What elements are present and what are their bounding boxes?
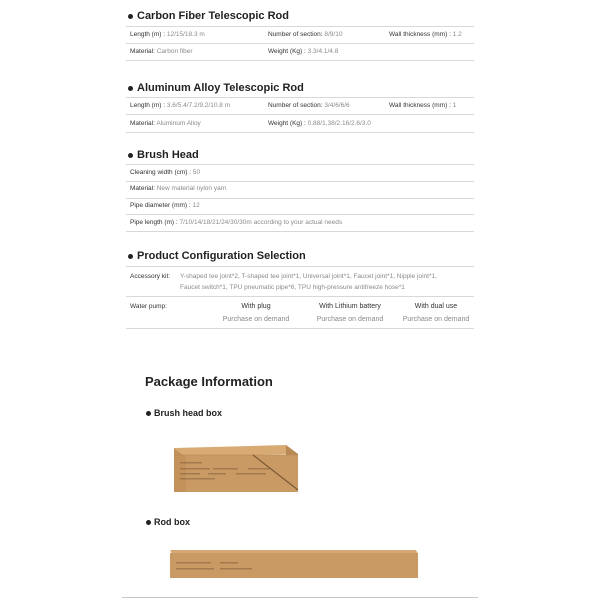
pump-option-note: Purchase on demand [316,316,384,323]
carbon-section-title: Carbon Fiber Telescopic Rod [128,10,289,22]
divider [126,132,474,133]
rod-box-title: Rod box [146,517,190,527]
brush-section-title: Brush Head [128,149,199,161]
aluminum-sections: Number of section: 3/4/6/6/6 [268,102,350,109]
aluminum-length: Length (m) : 3.6/5.4/7.2/9.2/10.8 m [130,102,231,109]
divider [126,214,474,215]
bullet-icon [146,411,151,416]
aluminum-section-title: Aluminum Alloy Telescopic Rod [128,82,304,94]
bullet-icon [128,254,133,259]
water-pump-label: Water pump: [130,303,167,310]
config-section-title: Product Configuration Selection [128,250,306,262]
divider [126,26,474,27]
pump-option-name: With dual use [414,303,458,310]
brush-box-title: Brush head box [146,408,222,418]
bullet-icon [146,520,151,525]
brush-pipe-length: Pipe length (m) : 7/10/14/18/21/24/30/30m according to your actual needs [130,219,343,226]
carbon-length: Length (m) : 12/15/18.3 m [130,31,205,38]
brush-material: Material: New material nylon yarn [130,185,227,192]
brush-head-box-image [168,440,308,496]
brush-diameter: Pipe diameter (mm) : 12 [130,202,200,209]
carbon-weight: Weight (Kg) : 3.3/4.1/4.8 [268,48,339,55]
divider [126,164,474,165]
package-title: Package Information [145,374,273,389]
divider [126,114,474,115]
pump-option-note: Purchase on demand [402,316,470,323]
rod-box-image [168,546,420,580]
divider [126,296,474,297]
carbon-material: Material: Carbon fiber [130,48,193,55]
bottom-divider [122,597,478,598]
accessory-kit-line-2: Faucet switch*1, TPU pneumatic pipe*6, TPU high-pressure antifreeze hose*1 [180,284,405,291]
accessory-kit-line-1: Y-shaped tee joint*2, T-shaped tee joint*1, Universal joint*1, Faucet joint*1, Nipple joint*1, [180,273,437,280]
divider [126,198,474,199]
aluminum-wall: Wall thickness (mm) : 1 [389,102,457,109]
pump-option-name: With Lithium battery [319,303,381,310]
pump-option-name: With plug [241,303,271,310]
carbon-sections: Number of section: 8/9/10 [268,31,343,38]
bullet-icon [128,153,133,158]
divider [126,181,474,182]
bullet-icon [128,14,133,19]
divider [126,43,474,44]
aluminum-material: Material: Aluminum Alloy [130,120,201,127]
divider [126,97,474,98]
brush-width: Cleaning width (cm) : 50 [130,169,201,176]
divider [126,60,474,61]
pump-option-note: Purchase on demand [222,316,290,323]
divider [126,231,474,232]
accessory-kit-label: Accessory kit: [130,273,171,280]
divider [126,328,474,329]
aluminum-weight: Weight (Kg) : 0.88/1.38/2.16/2.6/3.0 [268,120,371,127]
divider [126,266,474,267]
carbon-wall: Wall thickness (mm) : 1.2 [389,31,462,38]
bullet-icon [128,86,133,91]
